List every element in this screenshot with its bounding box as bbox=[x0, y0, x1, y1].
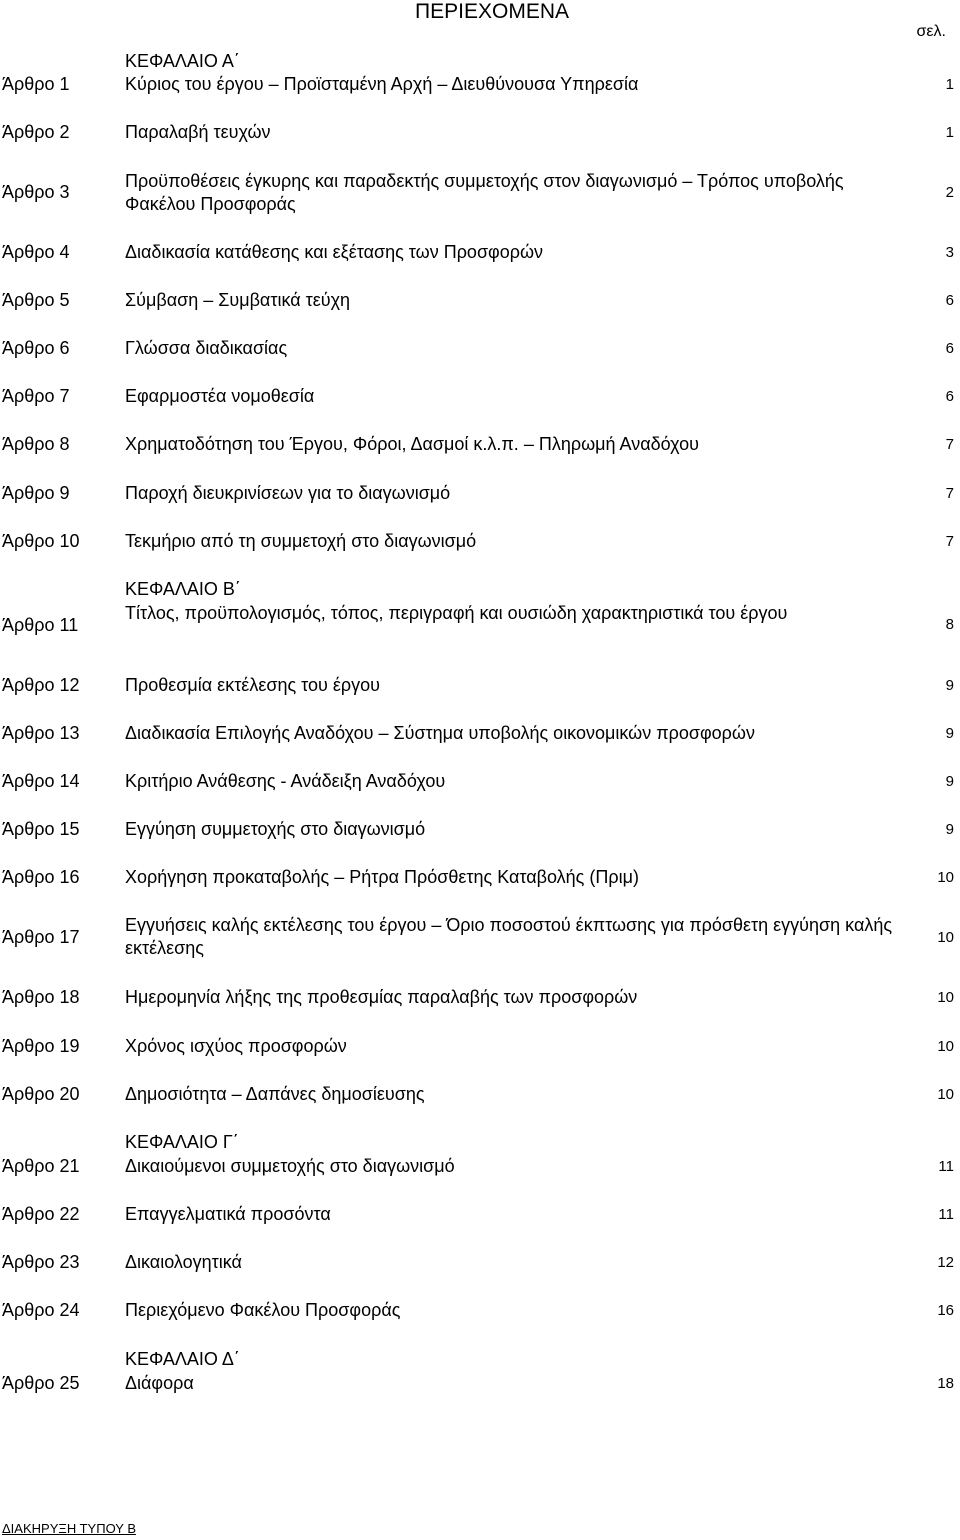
article-title: Εγγύηση συμμετοχής στο διαγωνισμό bbox=[125, 819, 426, 839]
article-number: Άρθρο 22 bbox=[2, 1204, 80, 1224]
page-number: 12 bbox=[937, 1254, 954, 1271]
article-title: Εγγυήσεις καλής εκτέλεσης του έργου – Όριο ποσοστού έκπτωσης για πρόσθετη εγγύηση καλής εκτέλεσης bbox=[125, 915, 893, 958]
article-title: Παραλαβή τευχών bbox=[125, 122, 271, 142]
article-title: Δικαιολογητικά bbox=[125, 1252, 242, 1272]
article-number: Άρθρο 8 bbox=[2, 434, 70, 454]
article-title: Εφαρμοστέα νομοθεσία bbox=[125, 386, 315, 406]
article-number: Άρθρο 17 bbox=[2, 927, 80, 947]
article-number: Άρθρο 25 bbox=[2, 1373, 80, 1393]
page-number: 10 bbox=[937, 1038, 954, 1055]
article-title: Σύμβαση – Συμβατικά τεύχη bbox=[125, 290, 351, 310]
page-number: 9 bbox=[945, 773, 954, 790]
article-number: Άρθρο 21 bbox=[2, 1156, 80, 1176]
article-number: Άρθρο 19 bbox=[2, 1036, 80, 1056]
article-title: Διαδικασία Επιλογής Αναδόχου – Σύστημα υποβολής οικονομικών προσφορών bbox=[125, 723, 755, 743]
footer-label: ΔΙΑΚΗΡΥΞΗ ΤΥΠΟΥ Β bbox=[2, 1521, 136, 1536]
article-number: Άρθρο 6 bbox=[2, 338, 70, 358]
page-number: 7 bbox=[945, 436, 954, 453]
article-number: Άρθρο 1 bbox=[2, 74, 70, 94]
article-title: Παροχή διευκρινίσεων για το διαγωνισμό bbox=[125, 483, 451, 503]
article-number: Άρθρο 7 bbox=[2, 386, 70, 406]
article-title: Ημερομηνία λήξης της προθεσμίας παραλαβής των προσφορών bbox=[125, 987, 638, 1007]
chapter-heading-c: ΚΕΦΑΛΑΙΟ Γ΄ bbox=[125, 1132, 239, 1152]
article-number: Άρθρο 12 bbox=[2, 675, 80, 695]
article-number: Άρθρο 20 bbox=[2, 1084, 80, 1104]
article-title: Προθεσμία εκτέλεσης του έργου bbox=[125, 675, 380, 695]
page-number: 10 bbox=[937, 1086, 954, 1103]
article-number: Άρθρο 16 bbox=[2, 867, 80, 887]
page-number: 6 bbox=[945, 388, 954, 405]
article-number: Άρθρο 4 bbox=[2, 242, 70, 262]
page-number: 8 bbox=[945, 616, 954, 633]
article-number: Άρθρο 2 bbox=[2, 122, 70, 142]
article-number: Άρθρο 10 bbox=[2, 531, 80, 551]
article-number: Άρθρο 14 bbox=[2, 771, 80, 791]
page-number: 1 bbox=[945, 76, 954, 93]
article-title: Γλώσσα διαδικασίας bbox=[125, 338, 288, 358]
article-number: Άρθρο 15 bbox=[2, 819, 80, 839]
article-number: Άρθρο 11 bbox=[2, 615, 79, 635]
article-title: Τίτλος, προϋπολογισμός, τόπος, περιγραφή και ουσιώδη χαρακτηριστικά του έργου bbox=[125, 603, 788, 623]
article-number: Άρθρο 18 bbox=[2, 987, 80, 1007]
article-title: Κύριος του έργου – Προϊσταμένη Αρχή – Διευθύνουσα Υπηρεσία bbox=[125, 74, 639, 94]
page-number: 16 bbox=[937, 1302, 954, 1319]
article-title: Διαδικασία κατάθεσης και εξέτασης των Προσφορών bbox=[125, 242, 544, 262]
article-title: Επαγγελματικά προσόντα bbox=[125, 1204, 331, 1224]
article-title: Τεκμήριο από τη συμμετοχή στο διαγωνισμό bbox=[125, 531, 477, 551]
article-number: Άρθρο 9 bbox=[2, 483, 70, 503]
article-title: Προϋποθέσεις έγκυρης και παραδεκτής συμμετοχής στον διαγωνισμό – Τρόπος υποβολής Φακέλου Προσφοράς bbox=[125, 171, 844, 214]
page-number: 10 bbox=[937, 869, 954, 886]
page-number: 18 bbox=[937, 1375, 954, 1392]
page-number: 6 bbox=[945, 292, 954, 309]
page-number: 1 bbox=[945, 124, 954, 141]
page-number: 9 bbox=[945, 677, 954, 694]
page-column-label: σελ. bbox=[916, 23, 946, 40]
chapter-heading-a: ΚΕΦΑΛΑΙΟ Α΄ bbox=[125, 51, 240, 71]
article-number: Άρθρο 5 bbox=[2, 290, 70, 310]
article-number: Άρθρο 13 bbox=[2, 723, 80, 743]
page-number: 10 bbox=[937, 929, 954, 946]
article-title: Δημοσιότητα – Δαπάνες δημοσίευσης bbox=[125, 1084, 425, 1104]
page-number: 2 bbox=[945, 184, 954, 201]
article-number: Άρθρο 3 bbox=[2, 182, 70, 202]
page-number: 9 bbox=[945, 725, 954, 742]
chapter-heading-d: ΚΕΦΑΛΑΙΟ Δ΄ bbox=[125, 1349, 240, 1369]
article-title: Διάφορα bbox=[125, 1373, 194, 1393]
chapter-heading-b: ΚΕΦΑΛΑΙΟ Β΄ bbox=[125, 579, 241, 599]
page-number: 6 bbox=[945, 340, 954, 357]
page-number: 7 bbox=[945, 533, 954, 550]
page-number: 3 bbox=[945, 244, 954, 261]
article-title: Κριτήριο Ανάθεσης - Ανάδειξη Αναδόχου bbox=[125, 771, 446, 791]
article-title: Χορήγηση προκαταβολής – Ρήτρα Πρόσθετης Καταβολής (Πριμ) bbox=[125, 867, 639, 887]
page-number: 11 bbox=[938, 1158, 954, 1175]
article-number: Άρθρο 24 bbox=[2, 1300, 80, 1320]
article-title: Δικαιούμενοι συμμετοχής στο διαγωνισμό bbox=[125, 1156, 455, 1176]
page-number: 7 bbox=[945, 485, 954, 502]
page-number: 11 bbox=[938, 1206, 954, 1223]
article-number: Άρθρο 23 bbox=[2, 1252, 80, 1272]
page-title: ΠΕΡΙΕΧΟΜΕΝΑ bbox=[414, 0, 570, 23]
article-title: Χρηματοδότηση του Έργου, Φόροι, Δασμοί κ.λ.π. – Πληρωμή Αναδόχου bbox=[125, 434, 699, 454]
article-title: Περιεχόμενο Φακέλου Προσφοράς bbox=[125, 1300, 401, 1320]
article-title: Χρόνος ισχύος προσφορών bbox=[125, 1036, 347, 1056]
page-number: 9 bbox=[945, 821, 954, 838]
page-number: 10 bbox=[937, 989, 954, 1006]
